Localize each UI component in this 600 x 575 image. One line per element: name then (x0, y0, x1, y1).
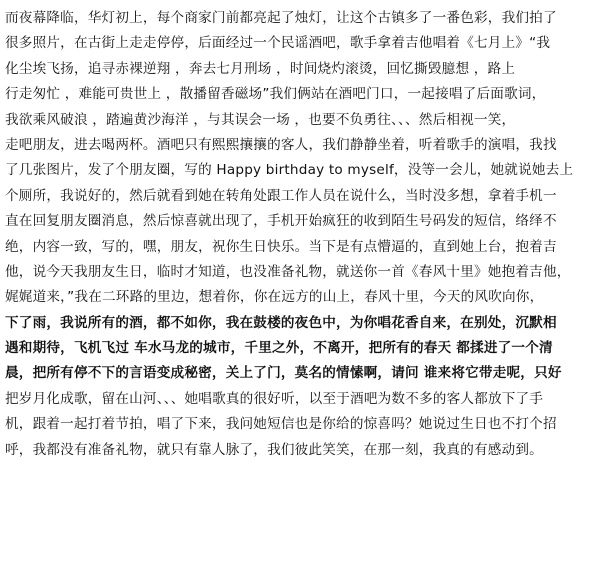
text-line: 他，说今天我朋友生日，临时才知道，也没准备礼物，就送你一首《春风十里》她抱着吉他， (5, 263, 571, 280)
text-line: 了几张图片，发了个朋友圈，写的 Happy birthday to myself，没等一会儿，她就说她去上 (5, 162, 574, 179)
text-line: 机，跟着一起打着节拍，唱了下来，我问她短信也是你给的惊喜吗？她说过生日也不打个招 (5, 416, 557, 433)
text-line: 我欲乘风破浪 ，踏遍黄沙海洋 ，与其误会一场 ，也要不负勇往、、、然后相视一笑， (5, 111, 516, 128)
text-line: 把岁月化成歌，留在山河、、、她唱歌真的很好听，以至于酒吧为数不多的客人都放下了手 (5, 390, 544, 407)
text-line: 绝，内容一致，写的，嘿，朋友，祝你生日快乐。当下是有点懵逼的，直到她上台，抱着吉 (5, 238, 557, 255)
text-line: 很多照片，在古街上走走停停，后面经过一个民谣酒吧，歌手拿着吉他唱着《七月上》“我 (5, 35, 551, 52)
text-line: 晨，把所有停不下的言语变成秘密，关上了门，莫名的情愫啊，请问 谁来将它带走呢，只好 (5, 365, 562, 382)
text-line: 个厕所，我说好的，然后就看到她在转角处跟工作人员在说什么，当时没多想，拿着手机一 (5, 187, 557, 204)
article-text (5, 6, 595, 463)
text-line: 下了雨，我说所有的酒，都不如你，我在鼓楼的夜色中，为你唱花香自来，在别处，沉默相 (5, 314, 557, 331)
text-line: 直在回复朋友圈消息，然后惊喜就出现了，手机开始疯狂的收到陌生号码发的短信，络绎不 (5, 213, 557, 230)
text-line: 遇和期待，飞机飞过 车水马龙的城市，千里之外，不离开，把所有的春天 都揉进了一个清 (5, 340, 553, 357)
text-line: 呼，我都没有准备礼物，就只有靠人脉了，我们彼此笑笑，在那一刻，我真的有感动到。 (5, 441, 543, 458)
text-line: 而夜幕降临，华灯初上，每个商家门前都亮起了烛灯，让这个古镇多了一番色彩，我们拍了 (5, 10, 557, 26)
text-line: 化尘埃飞扬，追寻赤裸逆翔 ，奔去七月刑场 ，时间烧灼滚烫，回忆撕毁臆想 ，路上 (5, 60, 516, 77)
text-line: 行走匆忙 ，难能可贵世上 ，散播留香磁场”我们俩站在酒吧门口，一起接唱了后面歌词， (5, 86, 546, 103)
text-line: 走吧朋友，进去喝两杯。酒吧只有熙熙攘攘的客人，我们静静坐着，听着歌手的演唱，我找 (5, 136, 557, 153)
text-line: 娓娓道来，”我在二环路的里边，想着你，你在远方的山上，春风十里，今天的风吹向你， (5, 289, 544, 306)
